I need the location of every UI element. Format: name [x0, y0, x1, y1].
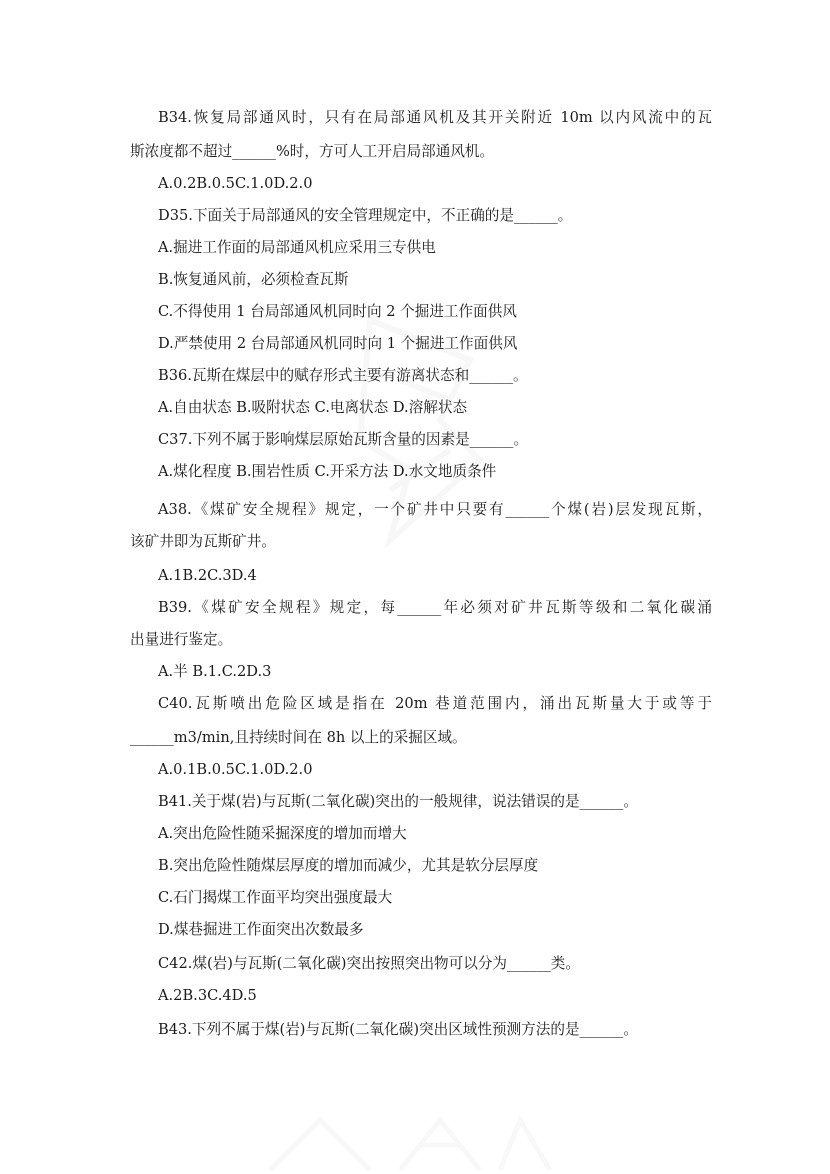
question-b36-options: A.自由状态 B.吸附状态 C.电离状态 D.溶解状态 [158, 399, 468, 416]
question-a38-line-2: 该矿井即为瓦斯矿井。 [130, 533, 276, 550]
question-d35-option-b: B.恢复通风前，必须检查瓦斯 [158, 271, 349, 288]
question-b39-line-2: 出量进行鉴定。 [130, 631, 233, 648]
question-d35-option-d: D.严禁使用 2 台局部通风机同时向 1 个掘进工作面供风 [158, 335, 518, 352]
question-c40-line-1: C40.瓦斯喷出危险区域是指在 20m 巷道范围内，涌出瓦斯量大于或等于 [158, 695, 712, 712]
question-b34-options: A.0.2B.0.5C.1.0D.2.0 [158, 175, 313, 192]
question-b41-option-b: B.突出危险性随煤层厚度的增加而减少，尤其是软分层厚度 [158, 857, 539, 874]
question-c42: C42.煤(岩)与瓦斯(二氧化碳)突出按照突出物可以分为______类。 [158, 955, 580, 972]
question-b41-option-a: A.突出危险性随采掘深度的增加而增大 [158, 825, 407, 842]
question-b34-line-2: 斯浓度都不超过______%时，方可人工开启局部通风机。 [130, 143, 495, 160]
question-b39-options: A.半 B.1.C.2D.3 [158, 663, 272, 680]
question-c37-options: A.煤化程度 B.围岩性质 C.开采方法 D.水文地质条件 [158, 463, 497, 480]
question-a38-line-1: A38.《煤矿安全规程》规定，一个矿井中只要有______个煤(岩)层发现瓦斯， [158, 501, 712, 518]
question-b36: B36.瓦斯在煤层中的赋存形式主要有游离状态和______。 [158, 367, 528, 384]
question-b43: B43.下列不属于煤(岩)与瓦斯(二氧化碳)突出区域性预测方法的是______。 [158, 1021, 638, 1038]
question-b41-option-c: C.石门揭煤工作面平均突出强度最大 [158, 889, 393, 906]
question-b39-line-1: B39.《煤矿安全规程》规定，每______年必须对矿井瓦斯等级和二氧化碳涌 [158, 599, 712, 616]
question-d35-option-a: A.掘进工作面的局部通风机应采用三专供电 [158, 239, 436, 256]
question-d35-option-c: C.不得使用 1 台局部通风机同时向 2 个掘进工作面供风 [158, 303, 517, 320]
question-d35: D35.下面关于局部通风的安全管理规定中，不正确的是______。 [158, 207, 573, 224]
question-b41-option-d: D.煤巷掘进工作面突出次数最多 [158, 921, 364, 938]
question-c42-options: A.2B.3C.4D.5 [158, 987, 257, 1004]
question-c37: C37.下列不属于影响煤层原始瓦斯含量的因素是______。 [158, 431, 529, 448]
question-c40-options: A.0.1B.0.5C.1.0D.2.0 [158, 761, 313, 778]
question-b41: B41.关于煤(岩)与瓦斯(二氧化碳)突出的一般规律，说法错误的是______。 [158, 793, 638, 810]
question-a38-options: A.1B.2C.3D.4 [158, 567, 257, 584]
question-c40-line-2: ______m3/min,且持续时间在 8h 以上的采掘区域。 [130, 729, 467, 746]
question-b34-line-1: B34.恢复局部通风时，只有在局部通风机及其开关附近 10m 以内风流中的瓦 [158, 109, 712, 126]
